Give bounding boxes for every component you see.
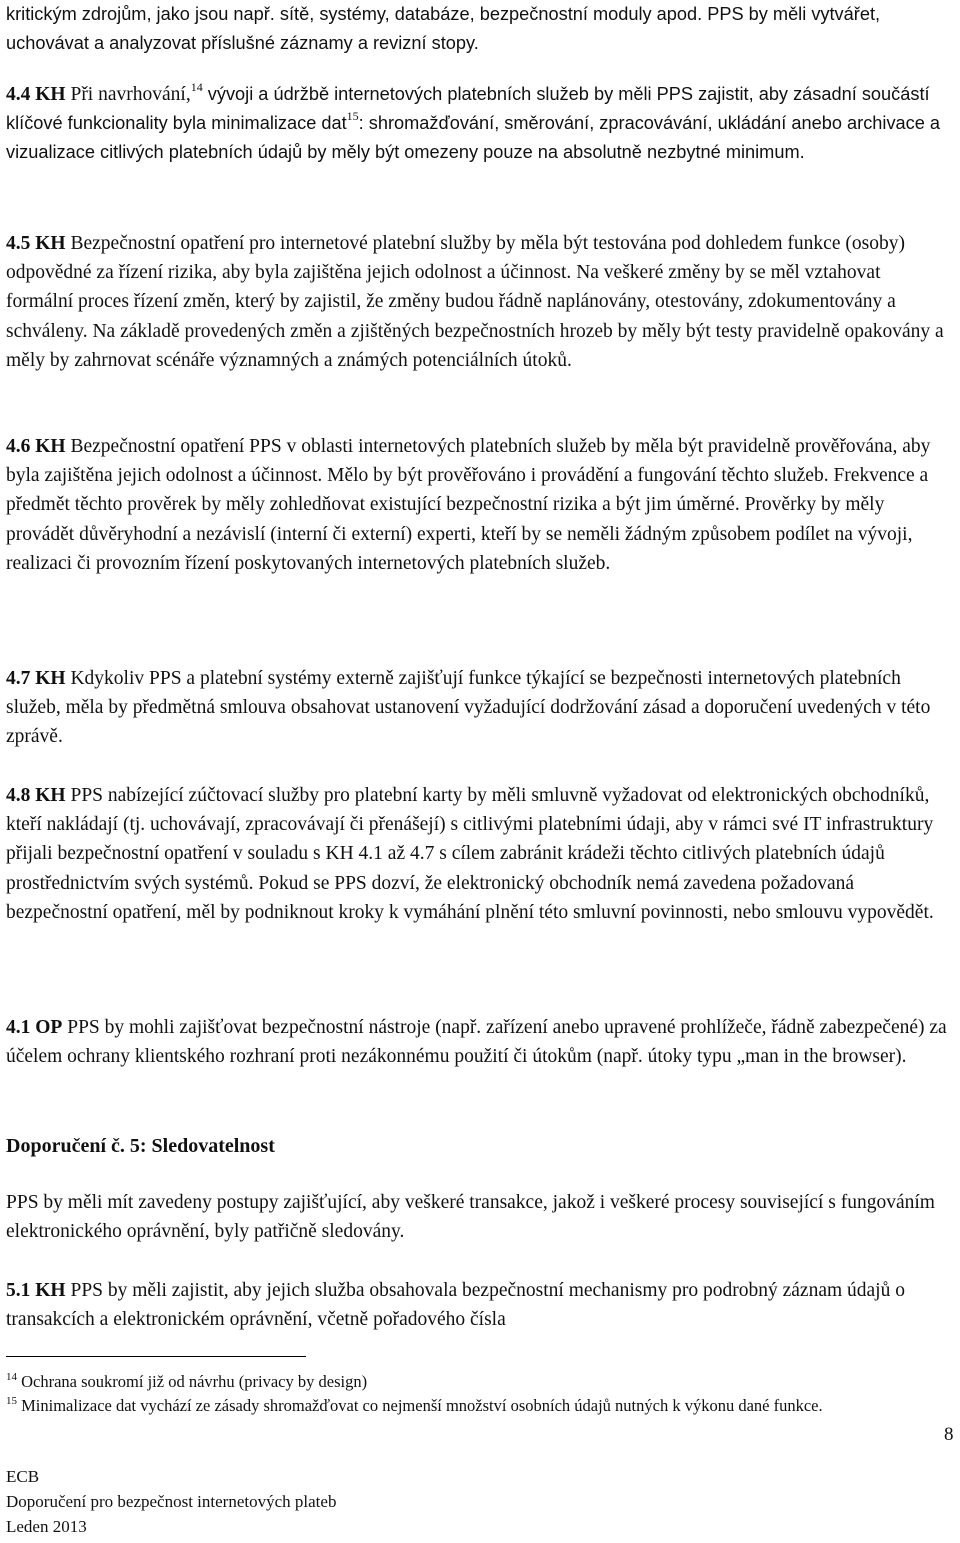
footnote-ref-14[interactable]: 14 bbox=[190, 79, 203, 94]
section-heading: Doporučení č. 5: Sledovatelnost bbox=[6, 1135, 275, 1157]
paragraph-kind: KH bbox=[35, 668, 66, 689]
footer-title: Doporučení pro bezpečnost internetových plateb bbox=[6, 1492, 337, 1511]
paragraph-4-8 bbox=[6, 781, 952, 927]
footnote-14 bbox=[6, 1370, 946, 1394]
paragraph-text: Na veškeré změny by se měl vztahovat formální proces řízení změn, který by zajistil, že změny budou řádně naplánovány, otestovány, zdokumentovány a schváleny. Na základě provedených změn a zjištěných bezpečnostních hrozeb by měly být testy pravidelně opakovány a měly by zahrnovat scénáře významných a známých potenciálních útoků. bbox=[6, 262, 944, 371]
paragraph-text: Bezpečnostní opatření PPS v oblasti internetových platebních služeb by měla být pravidelně prověřována, aby byla zajištěna jejich odolnost a účinnost. Mělo by být prověřováno i provádění a fungování těchto služeb. Frekvence a předmět těchto prověrek by měly zohledňovat existující bezpečnostní rizika a být jim úměrné. Prověrky by měly provádět důvěryhodní a nezávislí (interní či externí) experti, kteří by se neměli žádným způsobem podílet na vývoji, realizaci či provozním řízení poskytovaných internetových platebních služeb. bbox=[6, 436, 931, 574]
footnote-number: 15 bbox=[6, 1394, 17, 1407]
paragraph-number: 5.1 bbox=[6, 1280, 31, 1301]
paragraph-text: Při navrhování, bbox=[70, 84, 191, 105]
footnote-text: Ochrana soukromí již od návrhu (privacy by design) bbox=[21, 1372, 368, 1391]
paragraph-4-1-op bbox=[6, 1013, 952, 1071]
paragraph-kind: KH bbox=[35, 1280, 66, 1301]
paragraph-text: PPS nabízející zúčtovací služby pro platební karty by měli smluvně vyžadovat od elektronických obchodníků, kteří nakládají (tj. uchovávají, zpracovávají či přenášejí) s citlivými platebními údaji, aby v rámci své IT infrastruktury přijali bezpečnostní opatření v souladu s KH 4.1 až 4.7 s cílem zabránit krádeži těchto citlivých platebních údajů prostřednictvím svých systémů. Pokud se PPS dozví, že elektronický obchodník nemá zavedena požadovaná bezpečnostní opatření, měl by podniknout kroky k vymáhání plnění této smluvní povinnosti, nebo smlouvu vypovědět. bbox=[6, 785, 934, 923]
paragraph-kind: KH bbox=[35, 785, 66, 806]
paragraph-number: 4.5 bbox=[6, 233, 31, 254]
footnote-text: Minimalizace dat vychází ze zásady shromažďovat co nejmenší množství osobních údajů nutných k výkonu dané funkce. bbox=[21, 1396, 823, 1415]
paragraph-4-7 bbox=[6, 664, 952, 752]
paragraph-number: 4.6 bbox=[6, 436, 31, 457]
page-number: 8 bbox=[944, 1424, 954, 1445]
paragraph-number: 4.7 bbox=[6, 668, 31, 689]
paragraph-intro: kritickým zdrojům, jako jsou např. sítě, systémy, databáze, bezpečnostní moduly apod. PPS by měli vytvářet, uchovávat a analyzovat příslušné záznamy a revizní stopy. bbox=[6, 4, 881, 54]
footnote-15 bbox=[6, 1394, 946, 1418]
paragraph-number: 4.1 bbox=[6, 1017, 31, 1038]
paragraph-recommendation-5: PPS by měli mít zavedeny postupy zajišťující, aby veškeré transakce, jakož i veškeré procesy související s fungováním elektronického oprávnění, byly patřičně sledovány. bbox=[6, 1192, 935, 1243]
paragraph-kind: KH bbox=[35, 436, 66, 457]
paragraph-text: Bezpečnostní opatření pro internetové platební služby by měla být testována pod dohledem funkce (osoby) odpovědné za řízení rizika, aby byla zajištěna jejich odolnost a účinnost. bbox=[6, 233, 905, 284]
footnote-ref-15[interactable]: 15 bbox=[346, 108, 359, 123]
paragraph-text: PPS by mohli zajišťovat bezpečnostní nástroje (např. zařízení anebo upravené prohlížeče, řádně zabezpečené) za účelem ochrany klientského rozhraní proti nezákonnému použití či útokům (např. útoky typu „man in the browser). bbox=[6, 1017, 947, 1068]
footnote-divider bbox=[6, 1356, 306, 1357]
paragraph-text: Kdykoliv PPS a platební systémy externě zajišťují funkce týkající se bezpečnosti internetových platebních služeb, měla by předmětná smlouva obsahovat ustanovení vyžadující dodržování zásad a doporučení uvedených v této zprávě. bbox=[6, 668, 931, 748]
paragraph-text: vývoji a údržbě internetových platebních služeb by měli PPS zajistit, aby zásadní součástí klíčové funkcionality byla minimalizace dat bbox=[6, 84, 930, 134]
paragraph-kind: KH bbox=[35, 233, 66, 254]
footnote-number: 14 bbox=[6, 1370, 17, 1383]
paragraph-4-6 bbox=[6, 432, 952, 578]
paragraph-text: PPS by měli zajistit, aby jejich služba obsahovala bezpečnostní mechanismy pro podrobný záznam údajů o transakcích a elektronickém oprávnění, včetně pořadového čísla bbox=[6, 1280, 905, 1331]
paragraph-kind: KH bbox=[35, 84, 66, 105]
paragraph-number: 4.4 bbox=[6, 84, 31, 105]
footer-date: Leden 2013 bbox=[6, 1517, 87, 1536]
footer-org: ECB bbox=[6, 1467, 40, 1486]
paragraph-number: 4.8 bbox=[6, 785, 31, 806]
paragraph-text: : shromažďování, směrování, zpracovávání, ukládání anebo archivace a vizualizace citlivých platebních údajů by měly být omezeny pouze na absolutně nezbytné minimum. bbox=[6, 113, 941, 163]
paragraph-4-5 bbox=[6, 229, 952, 375]
paragraph-kind: OP bbox=[35, 1017, 63, 1038]
paragraph-5-1 bbox=[6, 1276, 952, 1334]
paragraph-4-4 bbox=[6, 80, 952, 168]
